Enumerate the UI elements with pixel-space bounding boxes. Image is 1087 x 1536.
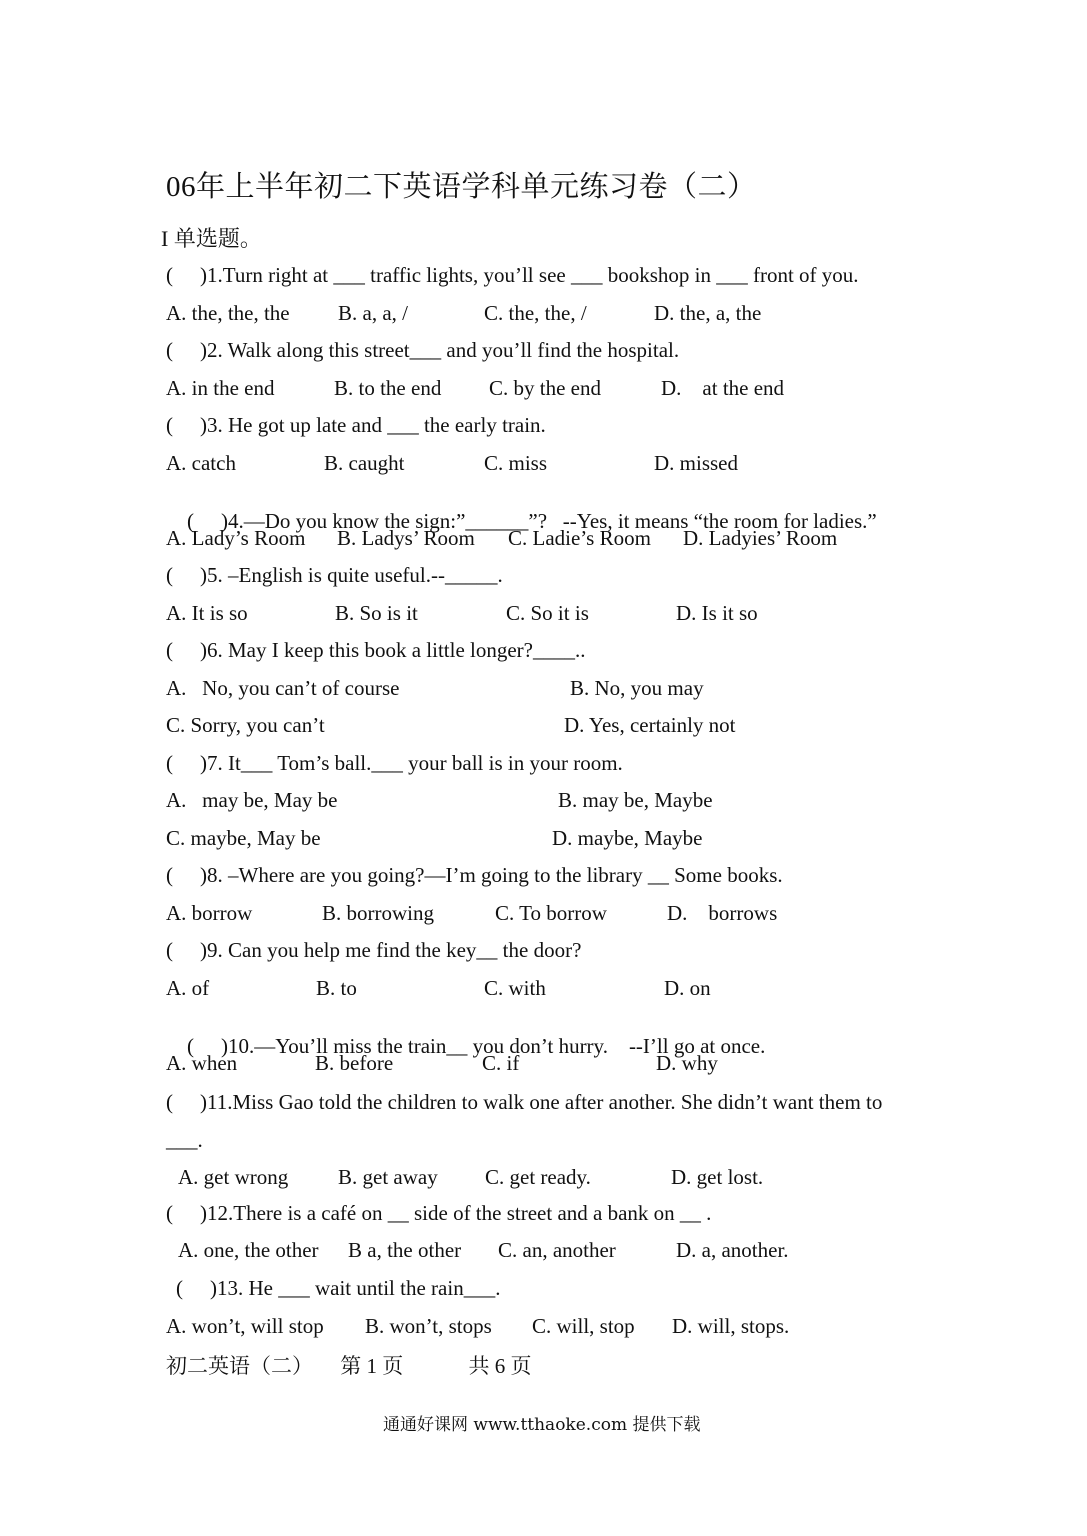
option-d: D. maybe, Maybe [552,826,703,850]
question-7-stem: ( )7. It___ Tom’s ball.___ your ball is in your room. [166,751,623,775]
page-title: 06年上半年初二下英语学科单元练习卷（二） [166,171,757,203]
question-6-options-row-1 [166,678,966,706]
option-c: C. by the end [489,376,601,400]
question-13-options [166,1316,966,1344]
option-d: D. get lost. [671,1165,764,1189]
option-c: C. Ladie’s Room [508,526,651,550]
option-b: B. get away [338,1165,438,1189]
question-11-stem: ( )11.Miss Gao told the children to walk one after another. She didn’t want them to [166,1090,883,1114]
option-b: B. before [315,1051,394,1075]
option-c: C. will, stop [532,1314,635,1338]
option-b: B. won’t, stops [365,1314,492,1338]
question-4-stem: ( )4.—Do you know the sign:”______”? --Yes, it means “the room for ladies.” [187,509,877,533]
section-heading: I 单选题。 [161,226,262,251]
answer-blank: ( [166,563,173,587]
option-c: C. an, another [498,1238,616,1262]
option-a: A. get wrong [178,1165,289,1189]
question-10-stem: ( )10.—You’ll miss the train__ you don’t hurry. --I’ll go at once. [187,1034,766,1058]
question-13-stem: ( )13. He ___ wait until the rain___. [176,1276,501,1300]
option-c: C. maybe, May be [166,826,321,850]
answer-blank: ( [166,338,173,362]
question-11-stem-continued: ___. [166,1128,203,1152]
option-a: A. won’t, will stop [166,1314,324,1338]
option-c: C. if [482,1051,520,1075]
option-c: C. miss [484,451,548,475]
option-b: B. a, a, / [338,301,408,325]
answer-blank: ( [166,638,173,662]
option-a: A. Lady’s Room [166,526,306,550]
question-3-stem: ( )3. He got up late and ___ the early train. [166,413,546,437]
option-b: B. So is it [335,601,418,625]
option-d: D. why [656,1051,718,1075]
question-9-options [166,978,966,1006]
option-a: A. the, the, the [166,301,290,325]
question-12-stem: ( )12.There is a café on __ side of the street and a bank on __ . [166,1201,712,1225]
option-b: B. borrowing [322,901,434,925]
question-2-options [166,378,966,406]
option-b: B. to [316,976,357,1000]
option-c: C. To borrow [495,901,607,925]
option-d: D. Ladyies’ Room [683,526,838,550]
option-d: D. Yes, certainly not [564,713,736,737]
option-d: D. a, another. [676,1238,789,1262]
option-b: B. to the end [334,376,442,400]
question-5-stem: ( )5. –English is quite useful.--_____. [166,563,503,587]
option-b: B. caught [324,451,405,475]
answer-blank: ( [166,413,173,437]
option-c: C. So it is [506,601,589,625]
option-c: C. get ready. [485,1165,591,1189]
footer-total-pages: 共 6 页 [468,1354,532,1378]
question-1-options [166,303,966,331]
option-a: A. It is so [166,601,248,625]
question-12-options [178,1240,978,1268]
option-a: A. in the end [166,376,275,400]
footer-page-number: 第 1 页 [340,1354,404,1378]
option-d: D. on [664,976,711,1000]
option-d: D. will, stops. [672,1314,790,1338]
option-c: C. the, the, / [484,301,587,325]
option-d: D. Is it so [676,601,758,625]
question-7-options-row-1 [166,790,966,818]
question-3-options [166,453,966,481]
download-credit: 通通好课网 www.tthaoke.com 提供下载 [383,1415,701,1435]
answer-blank: ( [166,751,173,775]
answer-blank: ( [187,1034,194,1058]
option-a: A. borrow [166,901,253,925]
option-a: A. one, the other [178,1238,319,1262]
question-6-stem: ( )6. May I keep this book a little longer?____.. [166,638,586,662]
page-footer [166,1350,532,1380]
question-5-options [166,603,966,631]
option-b: B. may be, Maybe [558,788,713,812]
option-a: A. may be, May be [166,788,338,812]
option-a: A. when [166,1051,238,1075]
question-4-options [166,528,966,556]
question-6-options-row-2 [166,715,966,743]
option-d: D. the, a, the [654,301,762,325]
answer-blank: ( [187,509,194,533]
question-9-stem: ( )9. Can you help me find the key__ the door? [166,938,582,962]
answer-blank: ( [166,1201,173,1225]
option-d: D. borrows [667,901,778,925]
question-8-stem: ( )8. –Where are you going?—I’m going to the library __ Some books. [166,863,783,887]
option-c: C. with [484,976,546,1000]
option-a: A. No, you can’t of course [166,676,400,700]
option-b: B. Ladys’ Room [337,526,475,550]
option-d: D. at the end [661,376,785,400]
option-b: B a, the other [348,1238,462,1262]
question-8-options [166,903,966,931]
question-2-stem: ( )2. Walk along this street___ and you’ll find the hospital. [166,338,680,362]
question-10-options [166,1053,966,1081]
option-c: C. Sorry, you can’t [166,713,325,737]
question-11-options [178,1167,978,1195]
option-d: D. missed [654,451,738,475]
option-a: A. of [166,976,210,1000]
answer-blank: ( [166,863,173,887]
option-b: B. No, you may [570,676,704,700]
question-1-stem: ( )1.Turn right at ___ traffic lights, you’ll see ___ bookshop in ___ front of you. [166,263,859,287]
question-7-options-row-2 [166,828,966,856]
option-a: A. catch [166,451,236,475]
answer-blank: ( [166,1090,173,1114]
answer-blank: ( [176,1276,183,1300]
answer-blank: ( [166,938,173,962]
answer-blank: ( [166,263,173,287]
footer-subject: 初二英语（二） [166,1354,313,1378]
